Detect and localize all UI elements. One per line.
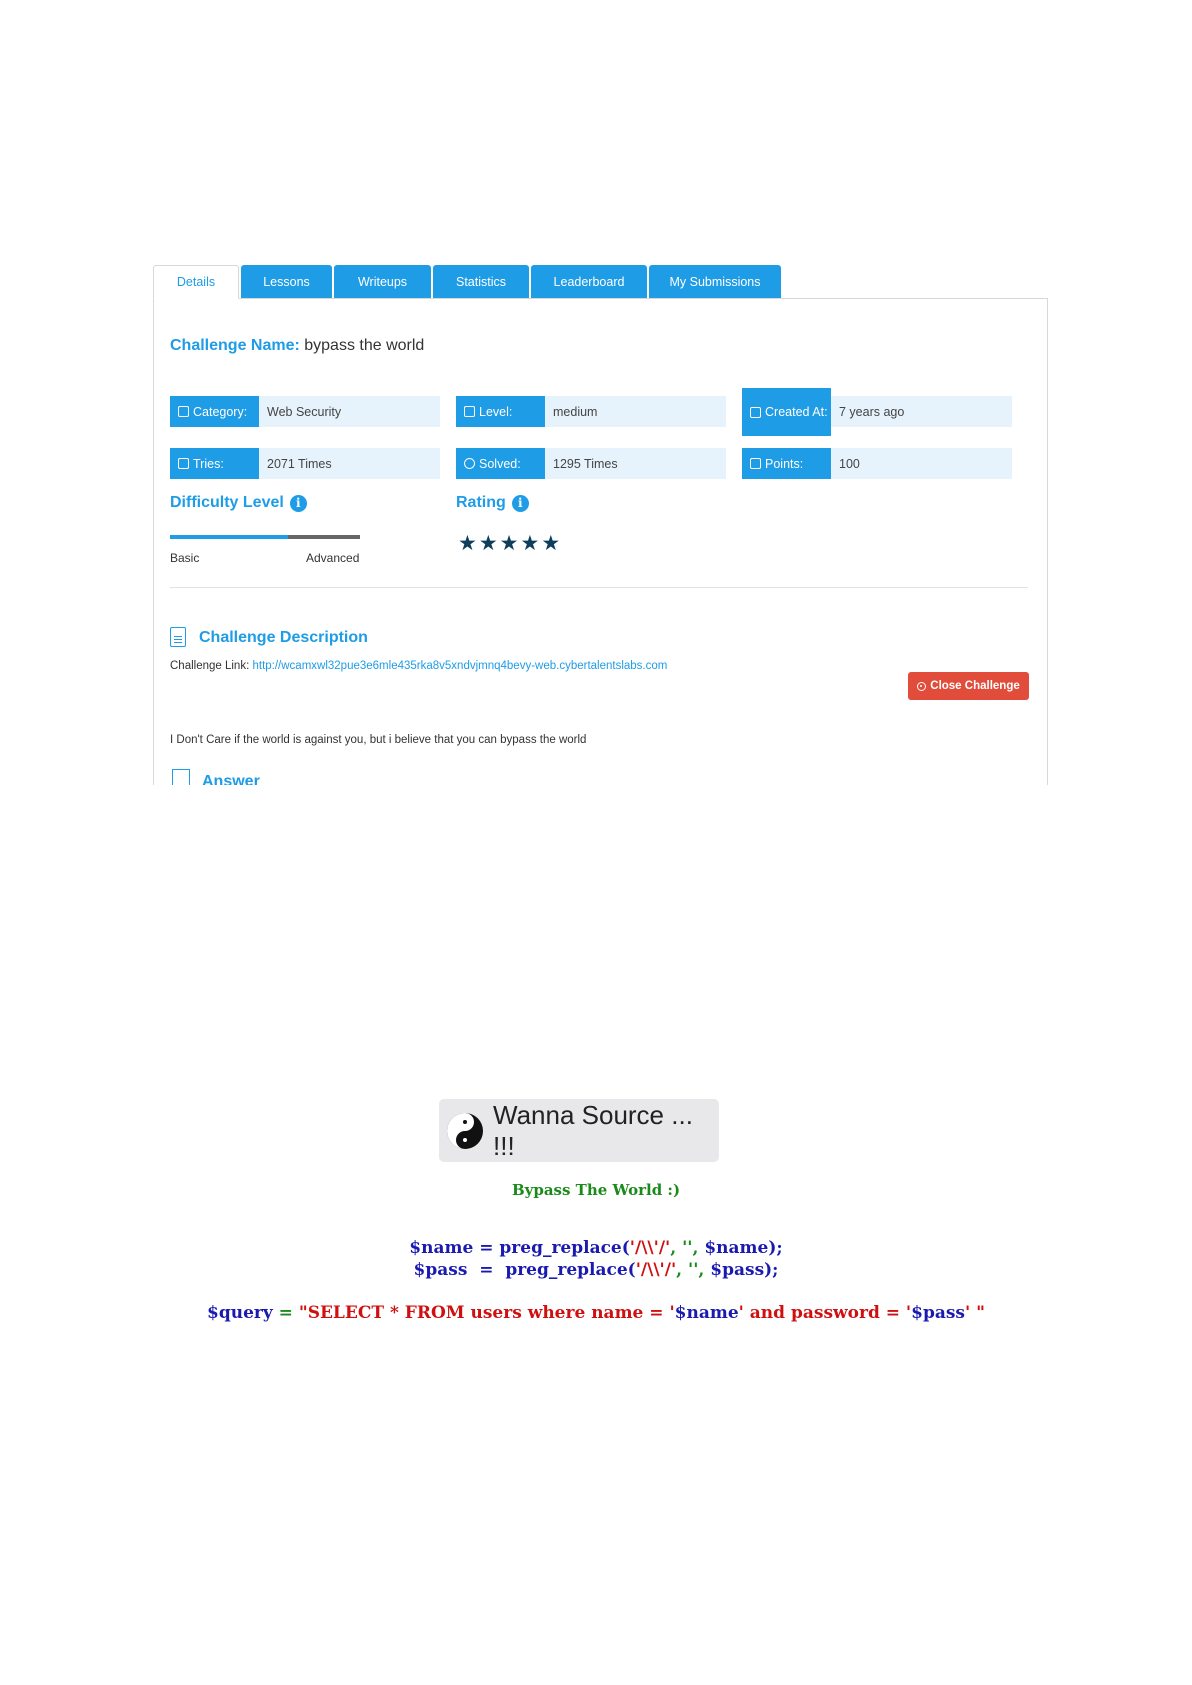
tab-bar — [153, 264, 783, 299]
tab-statistics[interactable] — [433, 265, 529, 299]
monitor-icon — [750, 458, 761, 469]
difficulty-title-text: Difficulty Level — [170, 494, 284, 511]
code-token: , '', — [676, 1260, 711, 1280]
star-icon[interactable]: ★ — [520, 532, 540, 555]
code-token: $pass — [710, 1260, 765, 1280]
created-label: Created At: — [765, 405, 828, 419]
solved-label: Solved: — [479, 456, 521, 471]
solved-value: 1295 Times — [553, 456, 618, 471]
check-circle-icon — [464, 458, 475, 469]
difficulty-bar-fill — [170, 535, 288, 539]
rating-stars — [458, 533, 560, 554]
tab-label: Statistics — [455, 275, 506, 289]
code-token: preg_replace( — [505, 1260, 636, 1280]
rating-title — [456, 494, 529, 512]
tries-value: 2071 Times — [267, 456, 332, 471]
code-line-pass — [0, 1260, 1192, 1280]
document-icon — [170, 627, 186, 647]
tab-label: My Submissions — [669, 275, 761, 289]
code-line-query — [0, 1303, 1192, 1323]
details-panel — [153, 298, 1048, 785]
answer-title: Answer — [202, 773, 260, 785]
calendar-icon — [750, 407, 761, 418]
points-label: Points: — [765, 456, 804, 471]
code-token: ' " — [965, 1303, 985, 1323]
yin-yang-icon — [447, 1113, 483, 1149]
challenge-description-text: I Don't Care if the world is against you, but i believe that you can bypass the world — [170, 734, 587, 746]
close-challenge-label: Close Challenge — [930, 680, 1020, 692]
code-token: = — [473, 1238, 500, 1258]
category-value: Web Security — [267, 404, 342, 419]
close-circle-icon — [917, 682, 926, 691]
star-icon[interactable]: ★ — [478, 532, 498, 555]
challenge-link-row — [170, 660, 667, 672]
difficulty-title — [170, 494, 307, 512]
wanna-source-label: Wanna Source ... !!! — [493, 1099, 693, 1161]
divider — [170, 587, 1028, 588]
edit-icon — [172, 769, 190, 785]
category-card — [170, 396, 440, 427]
code-token: '/\\'/' — [629, 1238, 671, 1258]
tab-label: Lessons — [263, 275, 310, 289]
code-token: "SELECT * FROM users where name = ' — [298, 1303, 675, 1323]
challenge-link-label: Challenge Link: — [170, 660, 250, 672]
code-token: = — [272, 1303, 299, 1323]
wanna-source-button[interactable] — [439, 1099, 719, 1162]
close-challenge-button[interactable] — [908, 672, 1029, 700]
description-title — [199, 629, 368, 647]
tries-label: Tries: — [193, 456, 224, 471]
code-token: , '', — [670, 1238, 705, 1258]
star-icon[interactable]: ★ — [458, 532, 477, 555]
solved-card — [456, 448, 726, 479]
level-value: medium — [553, 404, 598, 419]
level-icon — [464, 406, 475, 417]
tab-label: Leaderboard — [553, 275, 625, 289]
challenge-name-label: Challenge Name: — [170, 337, 300, 354]
points-value: 100 — [839, 456, 860, 471]
code-token: $query — [207, 1303, 273, 1323]
tab-details[interactable] — [153, 265, 239, 299]
created-card — [742, 396, 1012, 427]
category-icon — [178, 406, 189, 417]
challenge-name-value: bypass the world — [299, 337, 425, 354]
code-token: = — [467, 1260, 506, 1280]
info-icon[interactable]: i — [290, 495, 307, 512]
retry-icon — [178, 458, 189, 469]
code-token: preg_replace( — [499, 1238, 630, 1258]
code-token: $name — [674, 1303, 739, 1323]
code-token: $name — [704, 1238, 769, 1258]
code-token: ); — [764, 1260, 779, 1280]
challenge-name — [170, 337, 424, 355]
description-title-text: Challenge Description — [199, 629, 368, 646]
rating-title-text: Rating — [456, 494, 506, 511]
tab-my-submissions[interactable] — [649, 265, 781, 299]
tab-writeups[interactable] — [334, 265, 431, 299]
level-card — [456, 396, 726, 427]
difficulty-bar — [170, 535, 360, 539]
tab-leaderboard[interactable] — [531, 265, 647, 299]
category-label: Category: — [193, 404, 248, 419]
difficulty-advanced-label: Advanced — [306, 551, 360, 565]
code-token: $pass — [413, 1260, 468, 1280]
bypass-subtitle: Bypass The World :) — [511, 1181, 681, 1199]
star-icon[interactable]: ★ — [541, 532, 561, 555]
star-icon[interactable]: ★ — [499, 532, 519, 555]
tab-label: Details — [176, 275, 216, 289]
code-token: $pass — [911, 1303, 965, 1323]
tab-lessons[interactable] — [241, 265, 332, 299]
difficulty-basic-label: Basic — [170, 551, 200, 565]
code-token: $name — [409, 1238, 474, 1258]
level-label: Level: — [479, 404, 513, 419]
challenge-link[interactable]: http://wcamxwl32pue3e6mle435rka8v5xndvjmnq4bevy-web.cybertalentslabs.com — [252, 660, 668, 672]
tab-label: Writeups — [357, 275, 408, 289]
code-line-name — [0, 1238, 1192, 1258]
code-token: ); — [768, 1238, 783, 1258]
tries-card — [170, 448, 440, 479]
code-token: '/\\'/' — [635, 1260, 677, 1280]
code-token: ' and password = ' — [738, 1303, 912, 1323]
info-icon[interactable]: i — [512, 495, 529, 512]
created-value: 7 years ago — [839, 404, 905, 419]
points-card — [742, 448, 1012, 479]
